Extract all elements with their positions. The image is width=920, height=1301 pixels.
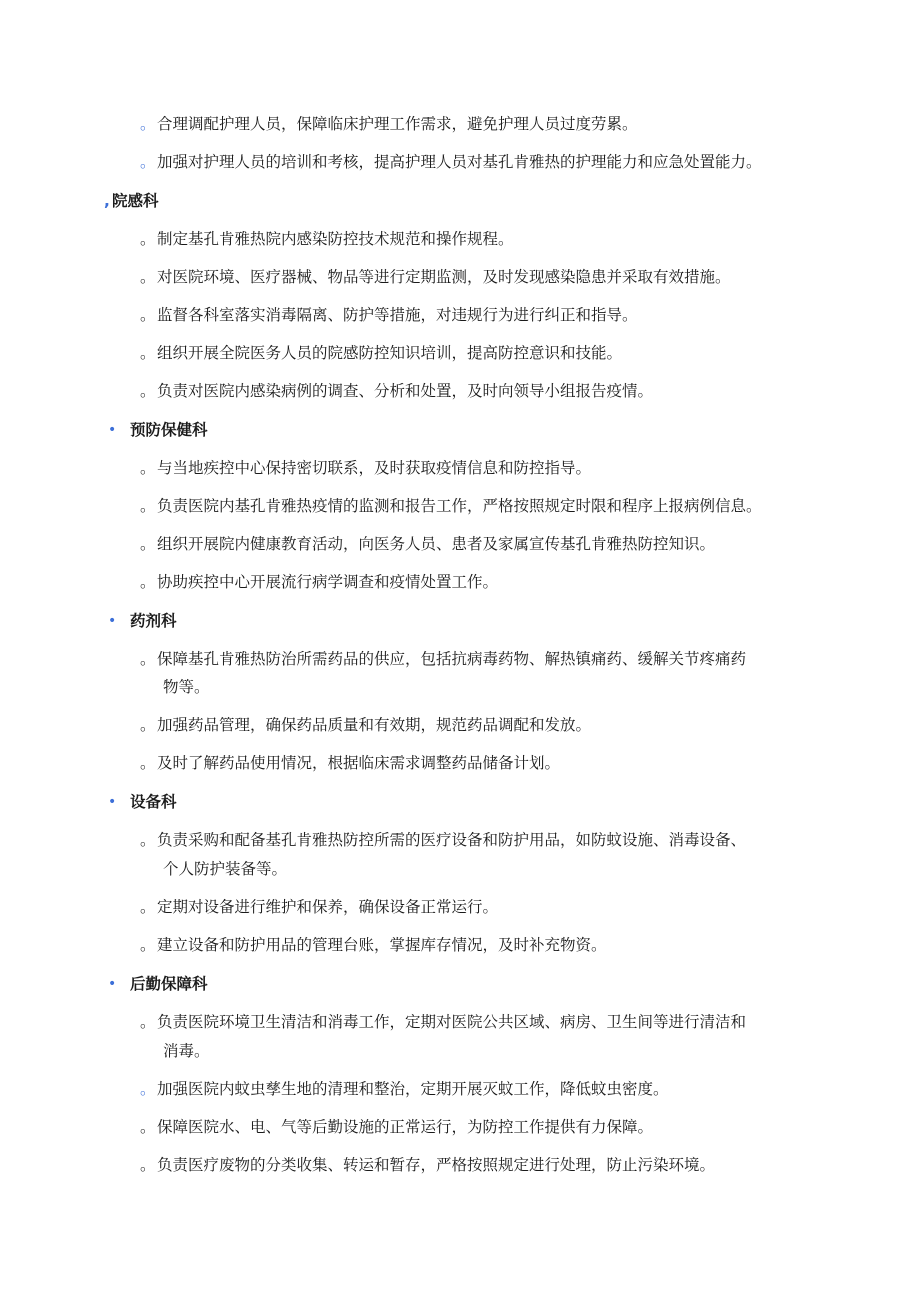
list-item-text: 负责对医院内感染病例的调查、分析和处置，及时向领导小组报告疫情。: [157, 382, 654, 400]
item-marker: 。: [140, 1118, 156, 1136]
item-marker: 。: [140, 344, 156, 362]
item-marker: 。: [140, 1156, 156, 1174]
list-item-text: 加强医院内蚊虫孳生地的清理和整治，定期开展灭蚊工作，降低蚊虫密度。: [157, 1080, 669, 1098]
item-marker: 。: [140, 115, 156, 133]
item-marker: 。: [140, 898, 156, 916]
item-marker: 。: [140, 230, 156, 248]
heading-text: 预防保健科: [130, 421, 208, 439]
list-item-text: 消毒。: [163, 1042, 210, 1060]
item-marker: 。: [140, 268, 156, 286]
list-item-text: 加强对护理人员的培训和考核，提高护理人员对基孔肯雅热的护理能力和应急处置能力。: [157, 153, 762, 171]
list-item-text: 负责医院环境卫生清洁和消毒工作，定期对医院公共区域、病房、卫生间等进行清洁和: [157, 1013, 747, 1031]
bullet-icon: •: [108, 794, 117, 810]
list-item-text: 制定基孔肯雅热院内感染防控技术规范和操作规程。: [157, 230, 514, 248]
list-item-text: 个人防护装备等。: [163, 860, 288, 878]
heading-prefix: ,: [104, 192, 110, 210]
item-marker: 。: [140, 1013, 156, 1031]
item-marker: 。: [140, 754, 156, 772]
item-marker: 。: [140, 831, 156, 849]
list-item-text: 物等。: [163, 678, 210, 696]
heading-text: 设备科: [130, 793, 177, 811]
heading-text: 后勤保障科: [130, 975, 208, 993]
list-item-text: 组织开展院内健康教育活动，向医务人员、患者及家属宣传基孔肯雅热防控知识。: [157, 535, 716, 553]
item-marker: 。: [140, 153, 156, 171]
list-item-text: 对医院环境、医疗器械、物品等进行定期监测，及时发现感染隐患并采取有效措施。: [157, 268, 731, 286]
list-item-text: 加强药品管理，确保药品质量和有效期，规范药品调配和发放。: [157, 716, 592, 734]
item-marker: 。: [140, 1080, 156, 1098]
item-marker: 。: [140, 573, 156, 591]
item-marker: 。: [140, 459, 156, 477]
list-item-text: 合理调配护理人员，保障临床护理工作需求，避免护理人员过度劳累。: [157, 115, 638, 133]
list-item-text: 及时了解药品使用情况，根据临床需求调整药品储备计划。: [157, 754, 561, 772]
bullet-icon: •: [108, 976, 117, 992]
item-marker: 。: [140, 535, 156, 553]
item-marker: 。: [140, 306, 156, 324]
list-item-text: 定期对设备进行维护和保养，确保设备正常运行。: [157, 898, 499, 916]
item-marker: 。: [140, 936, 156, 954]
list-item-text: 监督各科室落实消毒隔离、防护等措施，对违规行为进行纠正和指导。: [157, 306, 638, 324]
item-marker: 。: [140, 382, 156, 400]
list-item-text: 建立设备和防护用品的管理台账，掌握库存情况，及时补充物资。: [157, 936, 607, 954]
list-item-text: 保障医院水、电、气等后勤设施的正常运行，为防控工作提供有力保障。: [157, 1118, 654, 1136]
heading-text: 药剂科: [130, 612, 177, 630]
bullet-icon: •: [108, 613, 117, 629]
list-item-text: 与当地疾控中心保持密切联系，及时获取疫情信息和防控指导。: [157, 459, 592, 477]
list-item-text: 保障基孔肯雅热防治所需药品的供应，包括抗病毒药物、解热镇痛药、缓解关节疼痛药: [157, 650, 747, 668]
list-item-text: 负责医疗废物的分类收集、转运和暂存，严格按照规定进行处理，防止污染环境。: [157, 1156, 716, 1174]
heading-text: 院感科: [112, 192, 159, 210]
item-marker: 。: [140, 716, 156, 734]
list-item-text: 协助疾控中心开展流行病学调查和疫情处置工作。: [157, 573, 499, 591]
list-item-text: 负责医院内基孔肯雅热疫情的监测和报告工作，严格按照规定时限和程序上报病例信息。: [157, 497, 762, 515]
list-item-text: 负责采购和配备基孔肯雅热防控所需的医疗设备和防护用品，如防蚊设施、消毒设备、: [157, 831, 747, 849]
item-marker: 。: [140, 497, 156, 515]
item-marker: 。: [140, 650, 156, 668]
list-item-text: 组织开展全院医务人员的院感防控知识培训，提高防控意识和技能。: [157, 344, 623, 362]
bullet-icon: •: [108, 422, 117, 438]
